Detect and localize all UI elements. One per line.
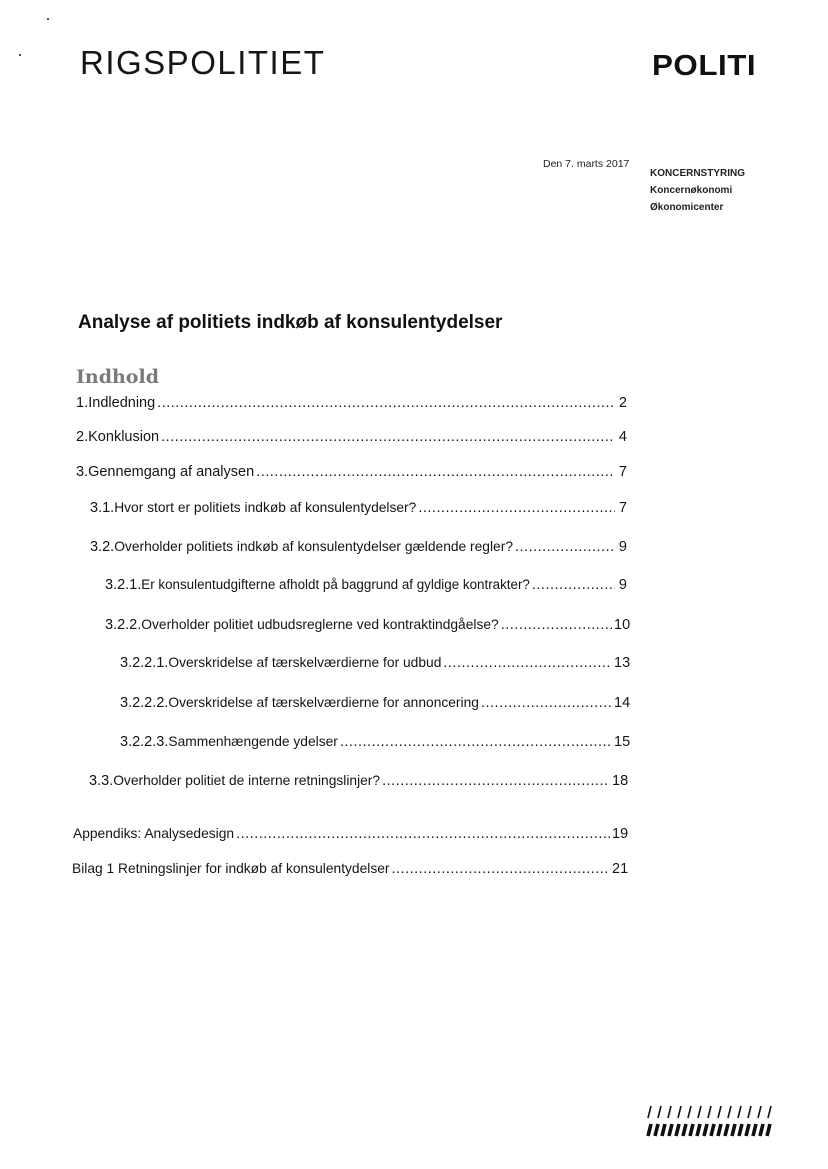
- department-line: Koncernøkonomi: [650, 185, 733, 196]
- toc-entry-number: 3.2.2.: [105, 617, 142, 633]
- toc-leader-dots: [340, 734, 612, 750]
- toc-entry[interactable]: [120, 695, 631, 711]
- toc-entry-page: 19: [612, 826, 629, 842]
- toc-entry-number: 3.2.2.2.: [120, 695, 169, 711]
- toc-entry[interactable]: [76, 429, 627, 445]
- toc-entry[interactable]: [90, 539, 627, 555]
- toc-entry-number: 2.: [76, 429, 89, 445]
- toc-entry-page: 21: [612, 861, 629, 877]
- toc-entry-page: 13: [614, 655, 631, 671]
- toc-entry[interactable]: [72, 861, 629, 877]
- toc-entry-label: Bilag 1 Retningslinjer for indkøb af konsulentydelser: [72, 861, 390, 876]
- toc-entry-page: 10: [614, 617, 631, 633]
- toc-entry-page: 9: [618, 539, 627, 555]
- organization-name: RIGSPOLITIET: [80, 44, 326, 81]
- toc-entry-label: Indledning: [88, 395, 156, 411]
- department-line: Økonomicenter: [650, 202, 724, 213]
- toc-entry-page: 15: [614, 734, 631, 750]
- toc-entry-label: Overholder politiets indkøb af konsulentydelser gældende regler?: [114, 539, 513, 554]
- toc-entry[interactable]: [90, 500, 627, 516]
- toc-entry-label: Sammenhængende ydelser: [168, 734, 338, 749]
- toc-entry-number: 3.2.: [90, 539, 115, 555]
- toc-leader-dots: [515, 539, 615, 555]
- toc-entry-number: 3.: [76, 464, 89, 480]
- toc-leader-dots: [392, 861, 611, 877]
- toc-entry-label: Overskridelse af tærskelværdierne for annoncering: [168, 695, 479, 710]
- toc-entry-number: 3.3.: [89, 773, 114, 789]
- toc-entry-label: Gennemgang af analysen: [88, 464, 255, 480]
- toc-leader-dots: [161, 429, 615, 445]
- toc-entry-page: 7: [618, 464, 627, 480]
- document-title: Analyse af politiets indkøb af konsulentydelser: [78, 312, 503, 333]
- toc-entry-page: 9: [618, 577, 627, 593]
- toc-entry[interactable]: [120, 734, 631, 750]
- toc-entry-label: Konklusion: [88, 429, 160, 445]
- toc-entry-number: 3.2.2.1.: [120, 655, 169, 671]
- toc-entry-number: 3.1.: [90, 500, 115, 516]
- toc-entry-label: Er konsulentudgifterne afholdt på baggrund af gyldige kontrakter?: [141, 577, 530, 592]
- department-block: [650, 165, 745, 216]
- scan-speck: [47, 18, 49, 20]
- toc-entry[interactable]: [105, 617, 631, 633]
- toc-entry-label: Overholder politiet udbudsreglerne ved kontraktindgåelse?: [141, 617, 499, 632]
- toc-entry[interactable]: [120, 655, 631, 671]
- toc-entry-number: 1.: [76, 395, 89, 411]
- toc-heading: Indhold: [76, 366, 159, 388]
- toc-leader-dots: [256, 464, 615, 480]
- toc-leader-dots: [501, 617, 612, 633]
- barcode-top-row: [648, 1106, 771, 1118]
- toc-entry-page: 2: [618, 395, 627, 411]
- toc-entry-page: 4: [618, 429, 627, 445]
- toc-leader-dots: [382, 773, 610, 789]
- toc-entry[interactable]: [89, 773, 629, 789]
- toc-entry-label: Overskridelse af tærskelværdierne for udbud: [168, 655, 442, 670]
- toc-entry-page: 7: [618, 500, 627, 516]
- toc-entry-label: Appendiks: Analysedesign: [73, 826, 235, 841]
- barcode-marks: [645, 1104, 777, 1138]
- toc-entry[interactable]: [73, 826, 629, 842]
- toc-entry[interactable]: [76, 464, 627, 480]
- politi-logo: POLITI: [652, 50, 757, 82]
- toc-entry[interactable]: [105, 577, 627, 593]
- toc-leader-dots: [532, 577, 615, 593]
- toc-leader-dots: [157, 395, 615, 411]
- toc-entry-page: 14: [614, 695, 631, 711]
- toc-entry-page: 18: [612, 773, 629, 789]
- toc-leader-dots: [481, 695, 612, 711]
- toc-entry[interactable]: [76, 395, 627, 411]
- scan-speck: [19, 54, 21, 56]
- toc-leader-dots: [236, 826, 610, 842]
- toc-leader-dots: [418, 500, 615, 516]
- barcode-bottom-row: [648, 1124, 770, 1136]
- department-line: KONCERNSTYRING: [650, 168, 746, 179]
- toc-entry-label: Overholder politiet de interne retningslinjer?: [113, 773, 381, 788]
- toc-leader-dots: [443, 655, 612, 671]
- document-date: Den 7. marts 2017: [543, 158, 630, 170]
- toc-entry-number: 3.2.2.3.: [120, 734, 169, 750]
- toc-entry-number: 3.2.1.: [105, 577, 142, 593]
- toc-entry-label: Hvor stort er politiets indkøb af konsulentydelser?: [114, 500, 417, 515]
